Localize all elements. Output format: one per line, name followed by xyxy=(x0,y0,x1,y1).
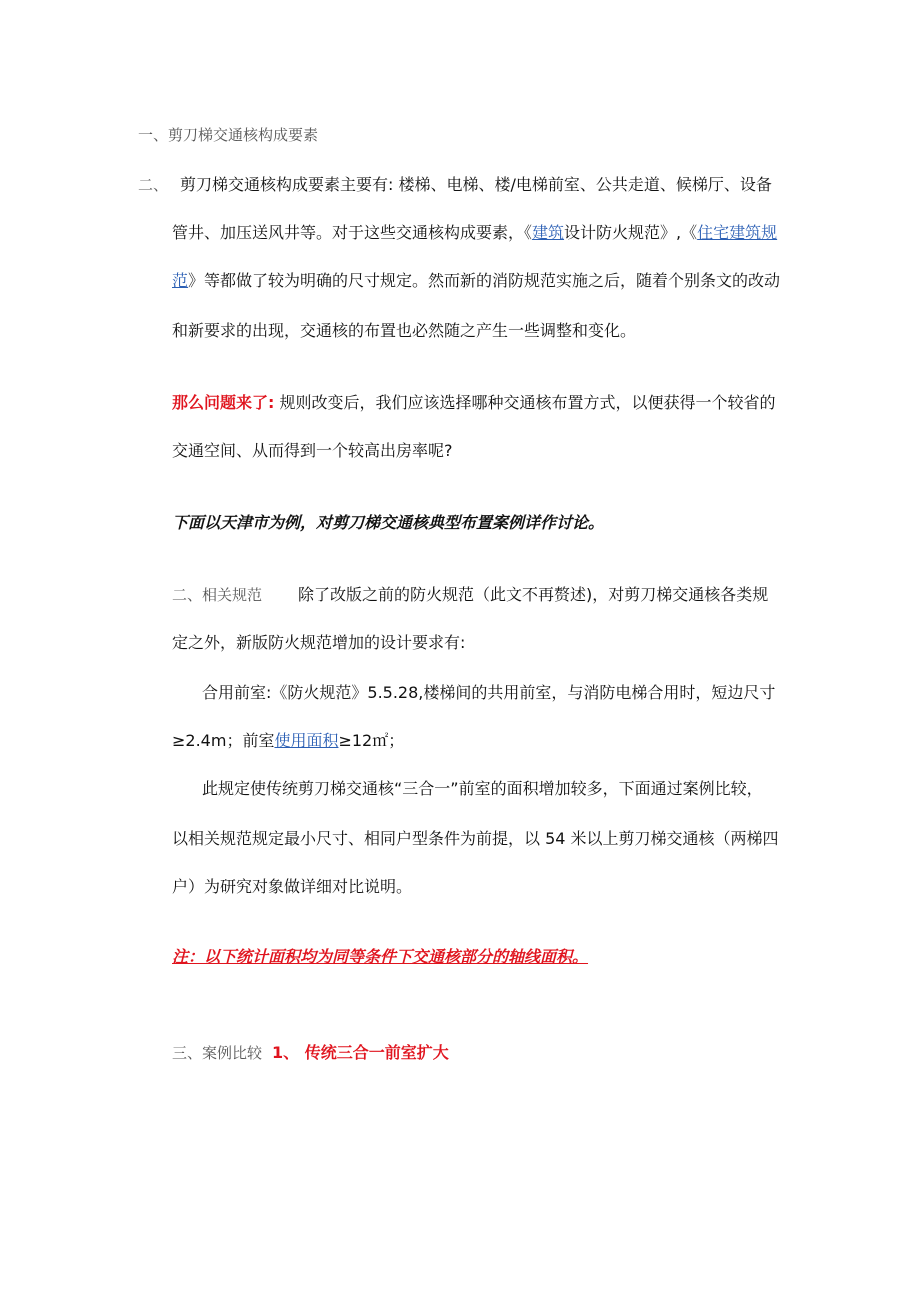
related-line-6: 以相关规范规定最小尺寸、相同户型条件为前提，以 54 米以上剪刀梯交通核（两梯四 xyxy=(172,829,779,848)
link-residential-code[interactable]: 住宅建筑规 xyxy=(697,223,778,242)
section-2-line-2 xyxy=(172,222,777,244)
related-line-2: 定之外，新版防火规范增加的设计要求有: xyxy=(172,633,466,652)
related-line-7: 户）为研究对象做详细对比说明。 xyxy=(172,877,413,896)
link-building[interactable]: 建筑 xyxy=(532,223,565,242)
link-usable-area[interactable]: 使用面积 xyxy=(274,731,339,750)
text-span: 设计防火规范》,《 xyxy=(564,223,698,242)
question-line-2: 交通空间、从而得到一个较高出房率呢? xyxy=(172,441,453,460)
related-line-5: 此规定使传统剪刀梯交通核“三合一”前室的面积增加较多，下面通过案例比较， xyxy=(202,779,763,798)
text-span: ≥12㎡； xyxy=(338,731,405,750)
example-intro: 下面以天津市为例，对剪刀梯交通核典型布置案例详作讨论。 xyxy=(172,513,605,532)
heading-related-codes: 二、相关规范 xyxy=(172,586,263,604)
question-label: 那么问题来了: xyxy=(172,393,275,412)
case-item-1: 1、 传统三合一前室扩大 xyxy=(272,1043,449,1062)
section-2-line-4: 和新要求的出现，交通核的布置也必然随之产生一些调整和变化。 xyxy=(172,321,637,340)
related-line-1: 除了改版之前的防火规范（此文不再赘述)，对剪刀梯交通核各类规 xyxy=(298,585,769,604)
text-span: ≥2.4m；前室 xyxy=(172,731,275,750)
question-line-1 xyxy=(172,392,776,414)
related-line-3: 合用前室:《防火规范》5.5.28,楼梯间的共用前室，与消防电梯合用时，短边尺寸 xyxy=(202,683,776,702)
text-span: 管井、加压送风井等。对于这些交通核构成要素，《 xyxy=(172,223,533,242)
section-2-marker: 二、 xyxy=(138,176,169,194)
heading-case-comparison: 三、案例比较 xyxy=(172,1044,263,1062)
note-line: 注：以下统计面积均为同等条件下交通核部分的轴线面积。 xyxy=(172,947,589,966)
section-2-line-1: 剪刀梯交通核构成要素主要有: 楼梯、电梯、楼/电梯前室、公共走道、候梯厅、设备 xyxy=(180,175,772,194)
link-residential-code-cont[interactable]: 范 xyxy=(172,271,189,290)
related-line-4 xyxy=(172,730,404,752)
question-text: 规则改变后，我们应该选择哪种交通核布置方式，以便获得一个较省的 xyxy=(274,393,776,412)
heading-section-1: 一、剪刀梯交通核构成要素 xyxy=(138,126,319,144)
text-span: 》等都做了较为明确的尺寸规定。然而新的消防规范实施之后，随着个别条文的改动 xyxy=(188,271,781,290)
section-2-line-3 xyxy=(172,270,780,292)
